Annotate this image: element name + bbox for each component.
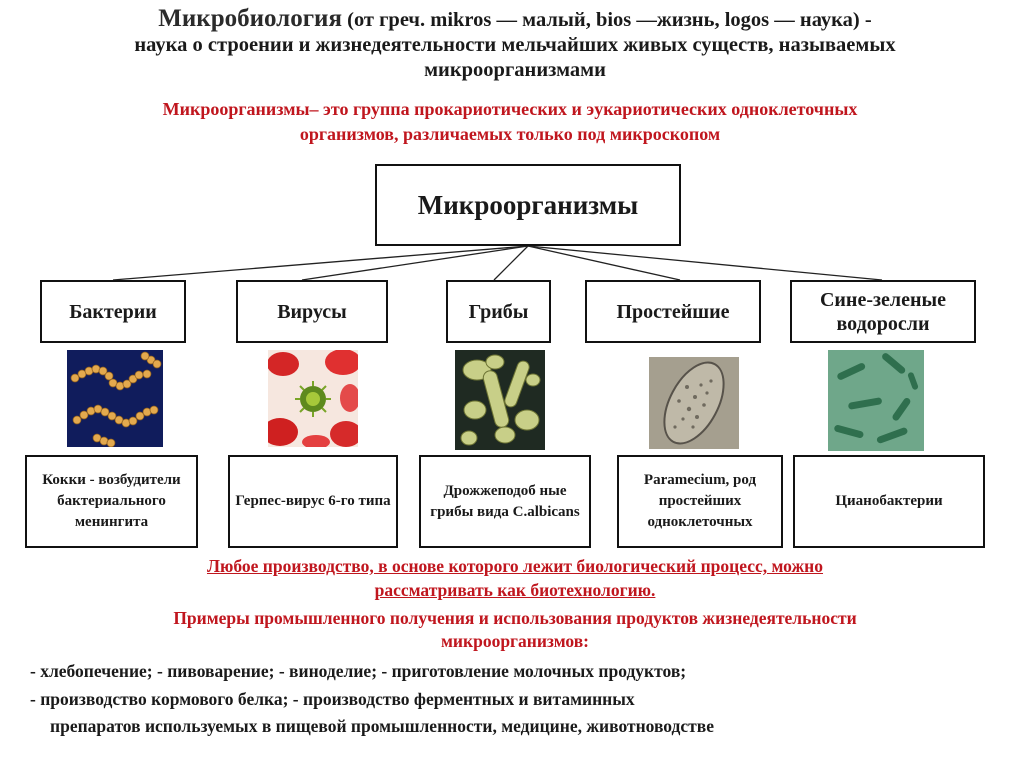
category-fungi: Грибы xyxy=(446,280,551,343)
biotech-statement xyxy=(60,554,970,602)
examples-title-line-1: Примеры промышленного получения и использования продуктов жизнедеятельности xyxy=(173,608,857,628)
cyanobacteria-micrograph xyxy=(828,350,924,451)
category-blue-green-algae: Сине-зеленые водоросли xyxy=(790,280,976,343)
definition-line-1: Микроорганизмы– это группа прокариотических и эукариотических одноклеточных xyxy=(162,99,858,119)
root-node: Микроорганизмы xyxy=(375,164,681,246)
category-viruses: Вирусы xyxy=(236,280,388,343)
example-bacteria: Кокки - возбудители бактериального менингита xyxy=(25,455,198,548)
category-protozoa: Простейшие xyxy=(585,280,761,343)
example-fungi: Дрожжеподоб ные грибы вида C.albicans xyxy=(419,455,591,548)
title-line-2: наука о строении и жизнедеятельности мельчайших живых существ, называемых xyxy=(134,34,896,56)
category-bacteria: Бактерии xyxy=(40,280,186,343)
definition-line-2: организмов, различаемых только под микроскопом xyxy=(299,124,721,144)
example-protozoa: Paramecium, род простейших одноклеточных xyxy=(617,455,783,548)
title-term: Микробиология xyxy=(158,5,342,32)
paramecium-micrograph xyxy=(649,357,739,449)
examples-line-3: препаратов используемых в пищевой промышленности, медицине, животноводстве xyxy=(50,716,714,736)
examples-title xyxy=(40,607,990,653)
biotech-line-2: рассматривать как биотехнологию. xyxy=(374,580,656,600)
virus-micrograph xyxy=(268,350,358,447)
example-virus: Герпес-вирус 6-го типа xyxy=(228,455,398,548)
title-etymology: (от греч. mikros — малый, bios —жизнь, logos — наука) - xyxy=(347,9,872,31)
biotech-line-1: Любое производство, в основе которого лежит биологический процесс, можно xyxy=(206,556,824,576)
fungi-micrograph xyxy=(455,350,545,450)
examples-title-line-2: микроорганизмов: xyxy=(441,631,589,651)
examples-line-2: - производство кормового белка; - производство ферментных и витаминных xyxy=(30,689,635,709)
title-line-3: микроорганизмами xyxy=(424,59,606,81)
examples-line-1: - хлебопечение; - пивоварение; - виноделие; - приготовление молочных продуктов; xyxy=(30,661,687,681)
example-cyanobacteria: Цианобактерии xyxy=(793,455,985,548)
bacteria-micrograph xyxy=(67,350,163,447)
